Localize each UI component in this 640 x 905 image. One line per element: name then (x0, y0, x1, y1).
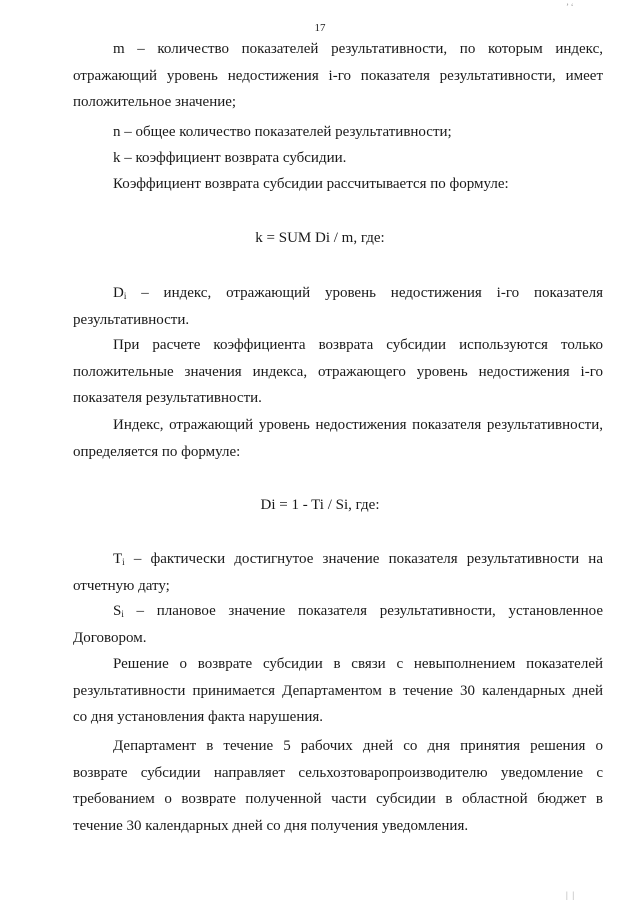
page-number: 17 (314, 22, 326, 34)
text-line: отчетную дату; (73, 577, 170, 594)
si-definition-text: – плановое значение показателя результативности, установленное (123, 603, 603, 619)
decision-paragraph (73, 651, 603, 731)
text-line: Департамент в течение 5 рабочих дней со дня принятия решения о (113, 738, 603, 754)
formula-k: k = SUM Di / m, где: (255, 230, 385, 246)
di-definition (73, 280, 603, 333)
n-definition: n – общее количество показателей результативности; (113, 124, 452, 140)
text-line: отражающий уровень недостижения i-го показателя результативности, имеет (73, 67, 603, 84)
text-line: m – количество показателей результативности, по которым индекс, (113, 41, 603, 57)
di-subscript: i (123, 291, 127, 301)
scan-mark: ’ ‘ (566, 2, 574, 12)
calculation-paragraph (73, 332, 603, 412)
text-line: Договором. (73, 629, 147, 646)
ti-symbol: T (113, 551, 123, 567)
text-line: Индекс, отражающий уровень недостижения показателя результативности, (113, 417, 603, 433)
text-line (73, 280, 603, 307)
ti-definition-text: – фактически достигнутое значение показателя результативности на (124, 551, 603, 567)
scan-mark: | | (566, 890, 575, 900)
index-paragraph (73, 412, 603, 465)
text-line (73, 598, 603, 625)
si-symbol: S (113, 603, 122, 619)
text-line: со дня установления факта нарушения. (73, 709, 324, 725)
text-line: возврате субсидии направляет сельхозтоваропроизводителю уведомление с (73, 764, 603, 781)
department-paragraph (73, 733, 603, 839)
m-definition (73, 36, 603, 116)
text-line: При расчете коэффициента возврата субсидии используются только (113, 337, 603, 353)
di-symbol: D (113, 285, 124, 301)
text-line: результативности принимается Департаментом в течение 30 календарных дней (73, 682, 603, 699)
text-line: результативности. (73, 311, 190, 328)
ti-definition (73, 546, 603, 599)
ti-subscript: i (122, 557, 125, 567)
text-line: Решение о возврате субсидии в связи с невыполнением показателей (113, 656, 603, 672)
si-definition (73, 598, 603, 651)
text-line: течение 30 календарных дней со дня получения уведомления. (73, 817, 469, 834)
text-line: положительные значения индекса, отражающего уровень недостижения i-го (73, 363, 603, 380)
k-definition: k – коэффициент возврата субсидии. (113, 150, 347, 166)
text-line: положительное значение; (73, 94, 237, 110)
formula-di: Di = 1 - Ti / Si, где: (260, 497, 380, 513)
text-line (73, 546, 603, 573)
k-formula-intro: Коэффициент возврата субсидии рассчитывается по формуле: (113, 176, 509, 192)
di-definition-text: – индекс, отражающий уровень недостижения i-го показателя (126, 285, 603, 301)
text-line: определяется по формуле: (73, 443, 241, 460)
text-line: показателя результативности. (73, 390, 262, 406)
text-line: требованием о возврате полученной части субсидии в областной бюджет в (73, 791, 603, 807)
si-subscript: i (121, 609, 124, 619)
